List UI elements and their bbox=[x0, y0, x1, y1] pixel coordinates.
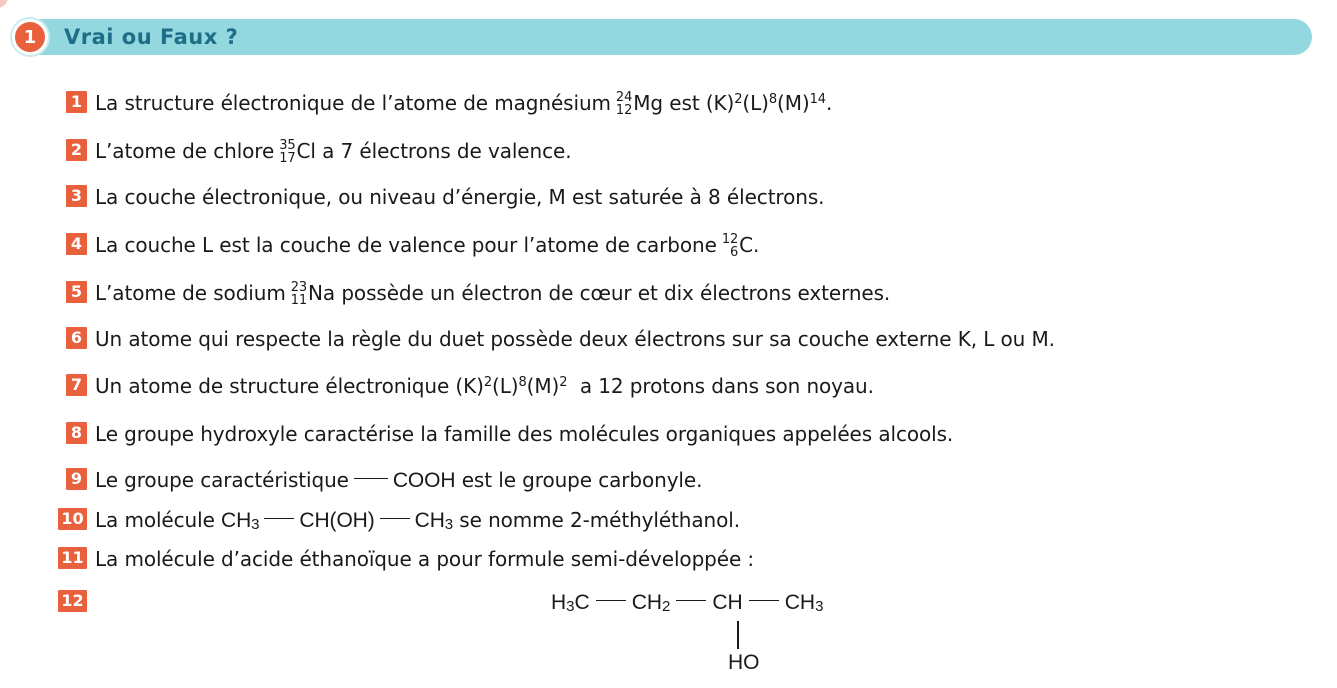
vertical-bond-line bbox=[737, 621, 739, 649]
statement-text: La couche électronique, ou niveau d’énergie, M est saturée à 8 électrons. bbox=[95, 185, 825, 209]
isotope-notation: 35 17 bbox=[279, 137, 296, 166]
statement-text: Le groupe hydroxyle caractérise la famille des molécules organiques appelées alcools. bbox=[95, 422, 954, 446]
statement-number: 2 bbox=[66, 139, 87, 161]
bond-line bbox=[264, 518, 294, 520]
statement-text: Un atome de structure électronique $(K)^2(L)^8(M)^2$ a 12 protons dans son noyau. bbox=[95, 374, 874, 398]
statement-text: La couche L est la couche de valence pour l’atome de carbone 12 6 C. bbox=[95, 231, 760, 260]
statement-number: 10 bbox=[58, 508, 87, 530]
isotope-notation: 23 11 bbox=[290, 279, 308, 308]
statement-text: La molécule d’acide éthanoïque a pour formule semi-développée : bbox=[95, 547, 755, 571]
statement-number: 7 bbox=[66, 374, 87, 396]
exercise-number-badge: 1 bbox=[12, 19, 48, 55]
corner-decoration bbox=[0, 0, 8, 8]
statement-text: L’atome de sodium 23 11 Na possède un électron de cœur et dix électrons externes. bbox=[95, 279, 891, 308]
statement-number: 6 bbox=[66, 327, 87, 349]
bond-line bbox=[749, 600, 779, 602]
statement-text: La molécule $CH_3$ CH(OH) $CH_3$ se nomme 2-méthyléthanol. bbox=[95, 508, 740, 533]
chemical-group: COOH bbox=[392, 469, 456, 492]
statement-number: 4 bbox=[66, 233, 87, 255]
statement-text: L’atome de chlore 35 17 Cl a 7 électrons de valence. bbox=[95, 137, 572, 166]
statement-number: 1 bbox=[66, 91, 87, 113]
statement-text: Un atome qui respecte la règle du duet possède deux électrons sur sa couche externe K, L ou M. bbox=[95, 327, 1055, 351]
statement-number: 11 bbox=[58, 547, 87, 569]
statement-text: Le groupe caractéristique COOH est le groupe carbonyle. bbox=[95, 468, 703, 492]
bond-line bbox=[380, 518, 410, 520]
statement-number: 5 bbox=[66, 281, 87, 303]
bond-line bbox=[676, 600, 706, 602]
statement-number: 3 bbox=[66, 185, 87, 207]
isotope-notation: 12 6 bbox=[721, 231, 739, 260]
statement-number: 9 bbox=[66, 468, 87, 490]
bond-line bbox=[354, 478, 388, 480]
bond-line bbox=[596, 600, 626, 602]
statement-number: 12 bbox=[58, 590, 87, 612]
statement-number: 8 bbox=[66, 422, 87, 444]
isotope-notation: 24 12 bbox=[615, 89, 633, 118]
statement-text: La structure électronique de l’atome de magnésium 24 12 Mg est $(K)^2(L)^8(M)^{14}$. bbox=[95, 89, 833, 118]
chemical-formula: $CH_3$ CH(OH) $CH_3$ bbox=[221, 509, 454, 533]
exercise-title: Vrai ou Faux ? bbox=[64, 25, 239, 49]
hydroxyl-group: HO bbox=[728, 651, 760, 674]
structural-formula: $H_3C$ $CH_2$ CH $CH_3$ bbox=[551, 591, 824, 615]
